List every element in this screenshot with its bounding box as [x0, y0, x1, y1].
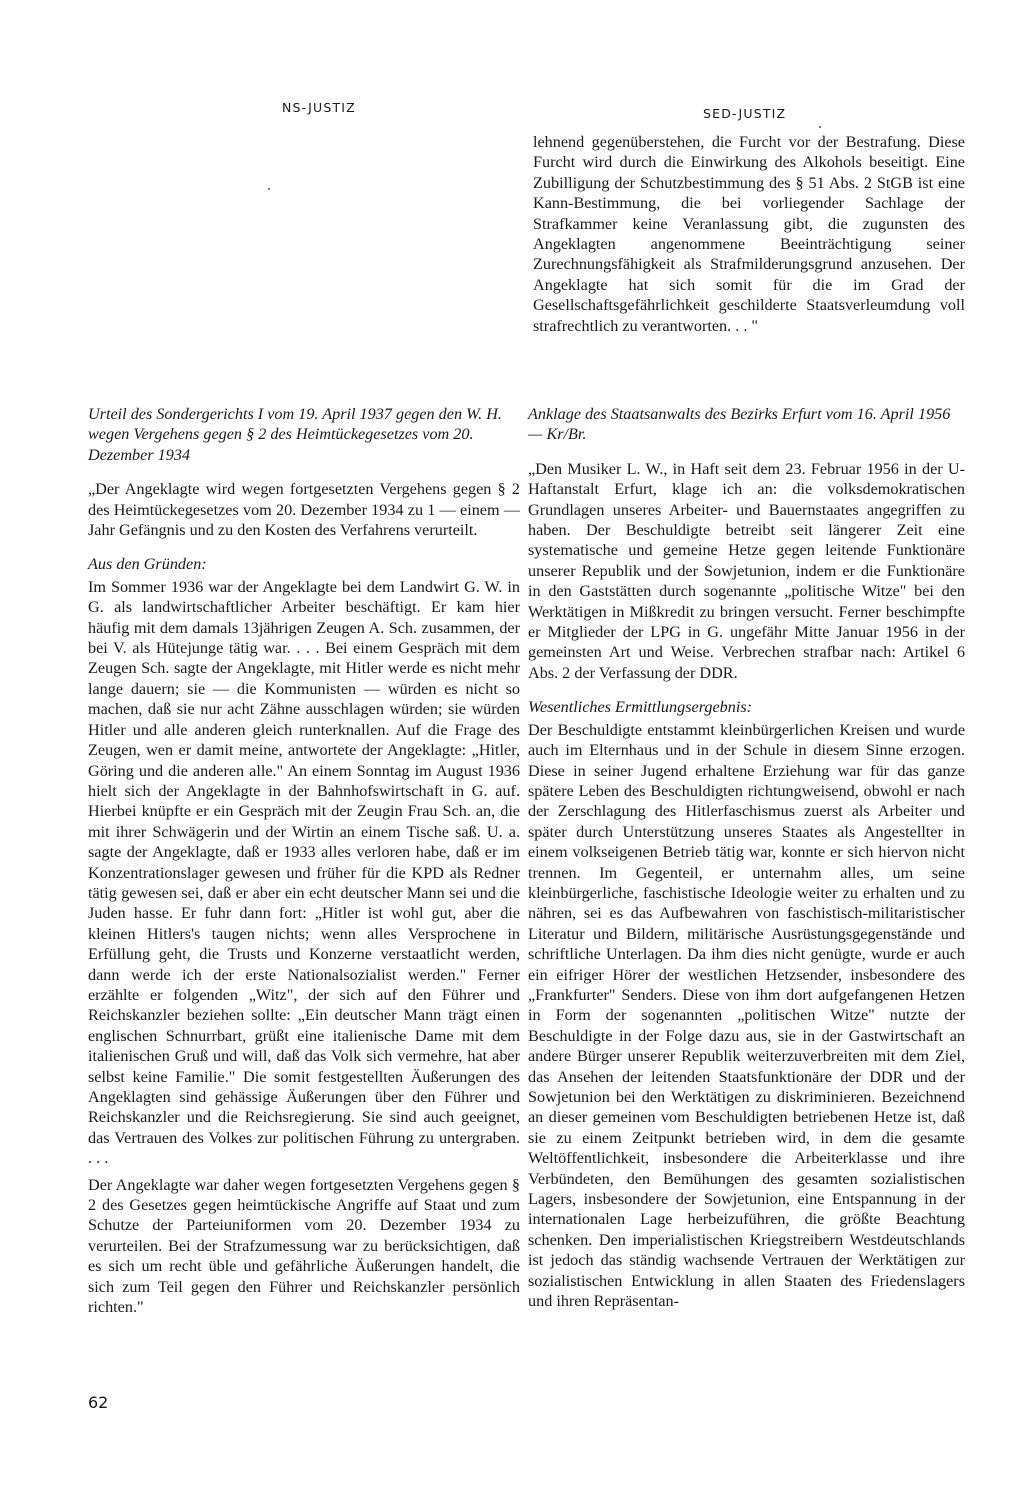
print-speck: [819, 126, 821, 128]
conclusion-paragraph: Der Angeklagte war daher wegen fortgesetzten Vergehens gegen § 2 des Gesetzes gegen heimtückische Angriffe auf Staat und zum Schutze der Parteiuniformen vom 20. Dezember 1934 zu verurteilen. Bei der Strafzumessung war zu berücksichtigen, daß es sich um recht üble und gefährliche Äußerungen handelt, die sich zum Teil gegen den Führer und Reichskanzler persönlich richten.": [88, 1175, 520, 1317]
findings-paragraph: Der Beschuldigte entstammt kleinbürgerlichen Kreisen und wurde auch im Elternhaus und in der Schule in diesem Sinne erzogen. Diese in seiner Jugend erhaltene Erziehung war für das ganze spätere Leben des Beschuldigten richtungweisend, obwohl er nach der Zerschlagung des Hitlerfaschismus zuerst als Arbeiter und später durch Unterstützung unseres Staates als Angestellter in einem volkseigenen Betrieb tätig war, konnte er sich hiervon nicht trennen. Im Gegenteil, er unternahm alles, um seine kleinbürgerliche, faschistische Ideologie weiter zu erhalten und zu nähren, sei es das Aufbewahren von faschistisch-militaristischer Literatur und Bildern, militärische Ausrüstungsgegenstände und schriftliche Unterlagen. Da ihm dies nicht genügte, wurde er auch ein eifriger Hörer der westlichen Hetzsender, insbesondere des „Frankfurter" Senders. Diese von ihm dort aufgefangenen Hetzen in Form der sogenannten „politischen Witze" nutzte der Beschuldigte in der Folge dazu aus, sie in der Gastwirtschaft an andere Bürger unserer Republik weiterzuverbreiten mit dem Ziel, das Ansehen der leitenden Staatsfunktionäre der DDR und der Sowjetunion bei den Werktätigen zu diskriminieren. Bezeichnend an dieser gemeinen vom Beschuldigten betriebenen Hetze ist, daß sie zu einem Zeitpunkt betrieben wird, in dem die gesamte Weltöffentlichkeit, insbesondere die Arbeiterklasse und ihre Verbündeten, den Bemühungen des gesamten sozialistischen Lagers, insbesondere der Sowjetunion, eine Entspannung in der internationalen Lage herbeizuführen, die größte Beachtung schenken. Den imperialistischen Kriegstreibern Westdeutschlands ist jedoch das ständig wachsende Vertrauen der Werktätigen zur sozialistischen Entwicklung in allen Staaten des Friedenslagers und ihren Repräsentan-: [528, 720, 965, 1311]
right-column: [528, 404, 965, 1311]
left-column: [88, 404, 520, 1317]
left-column-header: NS-JUSTIZ: [282, 100, 356, 115]
reasons-subheading: Aus den Gründen:: [88, 555, 207, 574]
verdict-paragraph: „Der Angeklagte wird wegen fortgesetzten Vergehens gegen § 2 des Heimtückegesetzes vom 20. Dezember 1934 zu 1 — einem — Jahr Gefängnis und zu den Kosten des Verfahrens verurteilt.: [88, 480, 520, 540]
right-column-header: SED-JUSTIZ: [703, 106, 787, 121]
page-number: 62: [88, 1393, 109, 1412]
findings-subheading: Wesentliches Ermittlungsergebnis:: [528, 698, 753, 717]
right-caption: Anklage des Staatsanwalts des Bezirks Erfurt vom 16. April 1956 — Kr/Br.: [528, 405, 951, 444]
left-caption: Urteil des Sondergerichts I vom 19. April 1937 gegen den W. H. wegen Vergehens gegen § 2 des Heimtückegesetzes vom 20. Dezember 1934: [88, 405, 502, 464]
reasons-paragraph: Im Sommer 1936 war der Angeklagte bei dem Landwirt G. W. in G. als landwirtschaftlicher Arbeiter beschäftigt. Er kam hier häufig mit dem damals 13jährigen Zeugen A. Sch. zusammen, der bei V. als Hütejunge tätig war. . . . Bei einem Gespräch mit dem Zeugen Sch. sagte der Angeklagte, mit Hitler werde es nicht mehr lange dauern; sie — die Kommunisten — würden es nicht so machen, daß sie nur acht Zähne ausschlagen würden; sie würden Hitler und alle anderen gleich runterknallen. Auf die Frage des Zeugen, wen er damit meine, antwortete der Angeklagte: „Hitler, Göring und die anderen alle." An einem Sonntag im August 1936 hielt sich der Angeklagte in der Bahnhofswirtschaft in G. auf. Hierbei knüpfte er ein Gespräch mit der Zeugin Frau Sch. an, die mit ihrer Schwägerin und der Wirtin an einem Tische saß. U. a. sagte der Angeklagte, daß er 1933 alles verloren habe, daß er im Konzentrationslager gewesen und früher für die KPD als Redner tätig gewesen sei, daß er aber ein echt deutscher Mann sei und die Juden hasse. Er fuhr dann fort: „Hitler ist wohl gut, aber die kleinen Hitlers's taugen nichts; wenn alles Versprochene in Erfüllung geht, die Trusts und Konzerne verstaatlicht werden, dann werde ich der erste Nationalsozialist werden." Ferner erzählte er folgenden „Witz", der sich auf den Führer und Reichskanzler beziehen sollte: „Ein deutscher Mann trägt einen englischen Schnurrbart, grüßt eine italienische Dame mit dem italienischen Gruß und will, daß das Volk sich vermehre, hat aber selbst keine Familie." Die somit festgestellten Äußerungen des Angeklagten sind gehässige Äußerungen über den Führer und Reichskanzler und die Reichsregierung. Sie sind auch geeignet, das Vertrauen des Volkes zur politischen Führung zu untergraben. . . .: [88, 577, 520, 1168]
indictment-paragraph: „Den Musiker L. W., in Haft seit dem 23. Februar 1956 in der U-Haftanstalt Erfurt, klage ich an: die volksdemokratischen Grundlagen unseres Arbeiter- und Bauernstaates angegriffen zu haben. Der Beschuldigte betreibt seit längerer Zeit eine systematische und gemeine Hetze gegen leitende Funktionäre unserer Republik und der Sowjetunion, indem er die Funktionäre in den Gaststätten durch sogenannte „politische Witze" bei den Werktätigen in Mißkredit zu bringen versucht. Ferner beschimpfte er Mitglieder der LPG in G. ungefähr Mitte Januar 1956 in der gemeinsten Art und Weise. Verbrechen strafbar nach: Artikel 6 Abs. 2 der Verfassung der DDR.: [528, 459, 965, 682]
right-column-continuation: [533, 132, 965, 336]
print-speck: [268, 188, 270, 190]
continued-paragraph: lehnend gegenüberstehen, die Furcht vor der Bestrafung. Diese Furcht wird durch die Einwirkung des Alkohols beseitigt. Eine Zubilligung der Schutzbestimmung des § 51 Abs. 2 StGB ist eine Kann-Bestimmung, die bei vorliegender Sachlage der Strafkammer keine Veranlassung gibt, die zugunsten des Angeklagten angenommene Beeinträchtigung seiner Zurechnungsfähigkeit als Strafmilderungsgrund anzusehen. Der Angeklagte hat sich somit für die im Grad der Gesellschaftsgefährlichkeit geschilderte Staatsverleumdung voll strafrechtlich zu verantworten. . . ": [533, 133, 965, 335]
